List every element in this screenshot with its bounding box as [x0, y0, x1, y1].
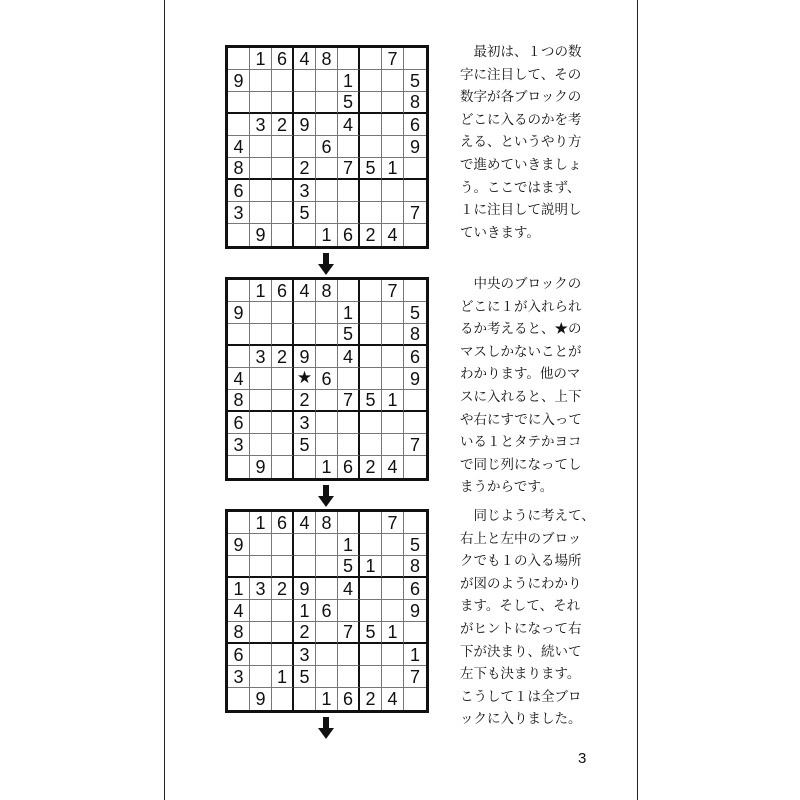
sudoku-given-digit: 8: [404, 92, 426, 114]
sudoku-empty-cell: [382, 302, 404, 324]
sudoku-empty-cell: [316, 666, 338, 688]
sudoku-empty-cell: [272, 434, 294, 456]
sudoku-given-digit: 2: [294, 390, 316, 412]
star-marker-cell: ★: [294, 368, 316, 390]
sudoku-given-digit: 7: [338, 390, 360, 412]
sudoku-given-digit: 8: [404, 556, 426, 578]
sudoku-empty-cell: [250, 644, 272, 666]
sudoku-empty-cell: [272, 324, 294, 346]
sudoku-given-digit: 7: [338, 622, 360, 644]
sudoku-given-digit: 6: [404, 578, 426, 600]
sudoku-given-digit: 6: [228, 412, 250, 434]
sudoku-empty-cell: [250, 666, 272, 688]
sudoku-empty-cell: [360, 644, 382, 666]
explanation-paragraph-3: [460, 505, 610, 731]
sudoku-empty-cell: [272, 456, 294, 478]
sudoku-empty-cell: [360, 302, 382, 324]
sudoku-empty-cell: [338, 600, 360, 622]
sudoku-empty-cell: [360, 368, 382, 390]
paragraph-line: スに入れると、上下: [460, 388, 582, 405]
sudoku-given-digit: 4: [382, 688, 404, 710]
sudoku-given-digit: 1: [250, 280, 272, 302]
paragraph-line: 字に注目して、その: [460, 66, 582, 83]
sudoku-given-digit: 6: [272, 512, 294, 534]
sudoku-empty-cell: [404, 412, 426, 434]
sudoku-given-digit: 3: [294, 412, 316, 434]
sudoku-given-digit: 1: [316, 224, 338, 246]
sudoku-empty-cell: [316, 114, 338, 136]
sudoku-given-digit: 9: [404, 368, 426, 390]
sudoku-given-digit: 5: [338, 324, 360, 346]
sudoku-empty-cell: [272, 390, 294, 412]
sudoku-empty-cell: [338, 644, 360, 666]
sudoku-empty-cell: [382, 666, 404, 688]
sudoku-empty-cell: [316, 346, 338, 368]
sudoku-given-digit: 6: [316, 136, 338, 158]
sudoku-given-digit: 6: [404, 114, 426, 136]
sudoku-given-digit: 6: [272, 280, 294, 302]
paragraph-line: こうして１は全ブロ: [460, 688, 582, 705]
sudoku-empty-cell: [250, 92, 272, 114]
sudoku-empty-cell: [294, 556, 316, 578]
sudoku-given-digit: 1: [338, 302, 360, 324]
sudoku-empty-cell: [228, 48, 250, 70]
sudoku-given-digit: 8: [316, 512, 338, 534]
paragraph-line: が図のようにわかり: [460, 575, 582, 592]
sudoku-given-digit: 2: [360, 224, 382, 246]
sudoku-empty-cell: [272, 534, 294, 556]
sudoku-empty-cell: [294, 456, 316, 478]
paragraph-line: う。ここではまず、: [460, 179, 581, 196]
sudoku-given-digit: 9: [228, 70, 250, 92]
sudoku-given-digit: 9: [404, 136, 426, 158]
paragraph-line: 左下も決まります。: [460, 666, 581, 683]
sudoku-given-digit: 8: [228, 390, 250, 412]
paragraph-line: ックに入りました。: [460, 711, 582, 728]
sudoku-empty-cell: [294, 224, 316, 246]
sudoku-given-digit: 2: [360, 456, 382, 478]
sudoku-empty-cell: [272, 136, 294, 158]
paragraph-line: で同じ列になってし: [460, 456, 582, 473]
sudoku-empty-cell: [360, 70, 382, 92]
paragraph-line: 最初は、１つの数: [460, 44, 582, 60]
sudoku-given-digit: 8: [316, 280, 338, 302]
sudoku-given-digit: 3: [294, 644, 316, 666]
sudoku-given-digit: 4: [228, 368, 250, 390]
sudoku-empty-cell: [228, 512, 250, 534]
sudoku-empty-cell: [360, 280, 382, 302]
sudoku-given-digit: 5: [338, 92, 360, 114]
sudoku-empty-cell: [250, 202, 272, 224]
sudoku-given-digit: 6: [228, 180, 250, 202]
sudoku-empty-cell: [250, 70, 272, 92]
sudoku-given-digit: 5: [294, 202, 316, 224]
sudoku-empty-cell: [228, 556, 250, 578]
paragraph-line: 下が決まり、続いて: [460, 643, 582, 660]
sudoku-grid-step-3: [225, 509, 429, 713]
sudoku-empty-cell: [360, 92, 382, 114]
sudoku-given-digit: 4: [338, 346, 360, 368]
sudoku-empty-cell: [382, 644, 404, 666]
sudoku-empty-cell: [404, 622, 426, 644]
sudoku-given-digit: 4: [338, 114, 360, 136]
sudoku-given-digit: 5: [404, 302, 426, 324]
down-arrow-icon: [318, 717, 334, 739]
sudoku-empty-cell: [360, 534, 382, 556]
sudoku-given-digit: 4: [294, 48, 316, 70]
sudoku-given-digit: 2: [272, 578, 294, 600]
sudoku-empty-cell: [382, 534, 404, 556]
sudoku-empty-cell: [316, 324, 338, 346]
sudoku-given-digit: 1: [228, 578, 250, 600]
paragraph-line: どこに入るのかを考: [460, 111, 582, 128]
sudoku-empty-cell: [360, 136, 382, 158]
sudoku-empty-cell: [360, 434, 382, 456]
paragraph-line: クでも１の入る場所: [460, 553, 582, 570]
sudoku-empty-cell: [360, 48, 382, 70]
sudoku-empty-cell: [272, 180, 294, 202]
paragraph-line: 同じように考えて、: [460, 508, 595, 524]
paragraph-line: わかります。他のマ: [460, 366, 581, 383]
page-number: 3: [578, 750, 587, 767]
sudoku-empty-cell: [294, 136, 316, 158]
sudoku-empty-cell: [294, 688, 316, 710]
sudoku-empty-cell: [272, 202, 294, 224]
sudoku-given-digit: 5: [360, 158, 382, 180]
sudoku-empty-cell: [272, 368, 294, 390]
sudoku-empty-cell: [360, 666, 382, 688]
sudoku-empty-cell: [404, 48, 426, 70]
sudoku-given-digit: 1: [382, 622, 404, 644]
sudoku-empty-cell: [250, 434, 272, 456]
sudoku-empty-cell: [404, 688, 426, 710]
sudoku-empty-cell: [316, 302, 338, 324]
sudoku-empty-cell: [294, 92, 316, 114]
sudoku-given-digit: 9: [294, 114, 316, 136]
sudoku-empty-cell: [338, 136, 360, 158]
sudoku-empty-cell: [316, 180, 338, 202]
sudoku-given-digit: 6: [338, 224, 360, 246]
sudoku-given-digit: 5: [360, 390, 382, 412]
sudoku-given-digit: 9: [404, 600, 426, 622]
sudoku-given-digit: 5: [360, 622, 382, 644]
sudoku-given-digit: 4: [228, 600, 250, 622]
sudoku-given-digit: 7: [404, 202, 426, 224]
sudoku-empty-cell: [360, 202, 382, 224]
down-arrow-icon: [318, 253, 334, 275]
sudoku-given-digit: 9: [294, 346, 316, 368]
sudoku-empty-cell: [316, 578, 338, 600]
sudoku-given-digit: 1: [338, 534, 360, 556]
sudoku-empty-cell: [338, 368, 360, 390]
sudoku-empty-cell: [382, 70, 404, 92]
sudoku-empty-cell: [316, 556, 338, 578]
sudoku-given-digit: 1: [272, 666, 294, 688]
paragraph-line: 右上と左中のブロッ: [460, 530, 582, 547]
sudoku-empty-cell: [294, 534, 316, 556]
down-arrow-icon: [318, 485, 334, 507]
sudoku-empty-cell: [360, 512, 382, 534]
sudoku-empty-cell: [272, 224, 294, 246]
sudoku-given-digit: 4: [338, 578, 360, 600]
sudoku-empty-cell: [272, 556, 294, 578]
sudoku-empty-cell: [316, 644, 338, 666]
sudoku-given-digit: 5: [404, 70, 426, 92]
sudoku-empty-cell: [404, 280, 426, 302]
sudoku-empty-cell: [228, 688, 250, 710]
sudoku-given-digit: 1: [360, 556, 382, 578]
sudoku-given-digit: 7: [338, 158, 360, 180]
sudoku-empty-cell: [404, 158, 426, 180]
sudoku-given-digit: 6: [404, 346, 426, 368]
sudoku-empty-cell: [404, 390, 426, 412]
paragraph-line: ます。そして、それ: [460, 598, 581, 615]
sudoku-given-digit: 6: [316, 368, 338, 390]
sudoku-given-digit: 1: [294, 600, 316, 622]
sudoku-empty-cell: [228, 280, 250, 302]
sudoku-empty-cell: [272, 158, 294, 180]
sudoku-given-digit: 1: [404, 644, 426, 666]
sudoku-empty-cell: [250, 302, 272, 324]
sudoku-empty-cell: [316, 202, 338, 224]
sudoku-empty-cell: [228, 224, 250, 246]
sudoku-given-digit: 4: [294, 512, 316, 534]
sudoku-given-digit: 3: [228, 434, 250, 456]
paragraph-line: や右にすでに入って: [460, 411, 582, 428]
sudoku-empty-cell: [360, 346, 382, 368]
sudoku-empty-cell: [404, 180, 426, 202]
sudoku-given-digit: 2: [360, 688, 382, 710]
sudoku-empty-cell: [382, 202, 404, 224]
sudoku-empty-cell: [382, 180, 404, 202]
sudoku-empty-cell: [382, 368, 404, 390]
sudoku-given-digit: 4: [228, 136, 250, 158]
sudoku-empty-cell: [316, 70, 338, 92]
sudoku-empty-cell: [360, 600, 382, 622]
paragraph-line: がヒントになって右: [460, 620, 582, 637]
sudoku-given-digit: 3: [250, 578, 272, 600]
sudoku-empty-cell: [250, 158, 272, 180]
sudoku-empty-cell: [338, 434, 360, 456]
sudoku-empty-cell: [250, 534, 272, 556]
paragraph-line: 中央のブロックの: [460, 276, 582, 292]
sudoku-empty-cell: [316, 158, 338, 180]
sudoku-grid-step-1: [225, 45, 429, 249]
sudoku-given-digit: 6: [228, 644, 250, 666]
sudoku-given-digit: 6: [338, 456, 360, 478]
sudoku-given-digit: 3: [294, 180, 316, 202]
sudoku-empty-cell: [272, 302, 294, 324]
paragraph-line: ていきます。: [460, 224, 540, 241]
sudoku-given-digit: 5: [294, 666, 316, 688]
sudoku-empty-cell: [272, 70, 294, 92]
sudoku-empty-cell: [382, 136, 404, 158]
sudoku-empty-cell: [228, 324, 250, 346]
sudoku-empty-cell: [404, 224, 426, 246]
sudoku-given-digit: 2: [294, 158, 316, 180]
sudoku-given-digit: 3: [250, 346, 272, 368]
sudoku-empty-cell: [294, 324, 316, 346]
sudoku-empty-cell: [250, 136, 272, 158]
sudoku-given-digit: 9: [228, 302, 250, 324]
sudoku-given-digit: 9: [250, 224, 272, 246]
sudoku-empty-cell: [382, 434, 404, 456]
sudoku-empty-cell: [316, 412, 338, 434]
sudoku-given-digit: 5: [338, 556, 360, 578]
sudoku-empty-cell: [228, 92, 250, 114]
sudoku-empty-cell: [382, 412, 404, 434]
sudoku-empty-cell: [250, 180, 272, 202]
explanation-paragraph-1: [460, 41, 610, 244]
sudoku-empty-cell: [294, 70, 316, 92]
explanation-paragraph-2: [460, 273, 610, 499]
sudoku-given-digit: 8: [228, 622, 250, 644]
sudoku-given-digit: 7: [382, 280, 404, 302]
sudoku-empty-cell: [272, 688, 294, 710]
sudoku-empty-cell: [382, 600, 404, 622]
sudoku-empty-cell: [316, 434, 338, 456]
sudoku-given-digit: 1: [250, 512, 272, 534]
sudoku-given-digit: 4: [382, 224, 404, 246]
paragraph-line: １に注目して説明し: [460, 202, 582, 219]
sudoku-grid-step-2: [225, 277, 429, 481]
sudoku-given-digit: 4: [382, 456, 404, 478]
sudoku-given-digit: 8: [404, 324, 426, 346]
sudoku-empty-cell: [382, 92, 404, 114]
sudoku-empty-cell: [382, 556, 404, 578]
sudoku-empty-cell: [338, 412, 360, 434]
sudoku-empty-cell: [338, 202, 360, 224]
sudoku-empty-cell: [382, 324, 404, 346]
sudoku-empty-cell: [250, 412, 272, 434]
sudoku-empty-cell: [250, 368, 272, 390]
sudoku-empty-cell: [272, 644, 294, 666]
sudoku-empty-cell: [228, 114, 250, 136]
sudoku-empty-cell: [272, 622, 294, 644]
sudoku-given-digit: 2: [294, 622, 316, 644]
sudoku-given-digit: 3: [250, 114, 272, 136]
paragraph-line: どこに１が入れられ: [460, 298, 582, 315]
sudoku-empty-cell: [294, 302, 316, 324]
sudoku-given-digit: 8: [316, 48, 338, 70]
sudoku-empty-cell: [382, 114, 404, 136]
sudoku-given-digit: 5: [404, 534, 426, 556]
sudoku-empty-cell: [250, 324, 272, 346]
sudoku-empty-cell: [250, 600, 272, 622]
sudoku-given-digit: 5: [294, 434, 316, 456]
sudoku-empty-cell: [360, 114, 382, 136]
sudoku-given-digit: 9: [250, 456, 272, 478]
sudoku-given-digit: 1: [382, 158, 404, 180]
paragraph-line: るか考えると、★の: [460, 321, 582, 338]
sudoku-empty-cell: [316, 92, 338, 114]
sudoku-empty-cell: [250, 556, 272, 578]
sudoku-empty-cell: [272, 600, 294, 622]
sudoku-empty-cell: [360, 180, 382, 202]
paragraph-line: で進めていきましょ: [460, 156, 582, 173]
sudoku-given-digit: 1: [338, 70, 360, 92]
sudoku-given-digit: 1: [382, 390, 404, 412]
sudoku-empty-cell: [404, 512, 426, 534]
sudoku-empty-cell: [338, 280, 360, 302]
sudoku-empty-cell: [382, 346, 404, 368]
paragraph-line: 数字が各ブロックの: [460, 89, 582, 106]
sudoku-empty-cell: [338, 512, 360, 534]
paragraph-line: まうからです。: [460, 479, 554, 496]
sudoku-empty-cell: [404, 456, 426, 478]
sudoku-empty-cell: [228, 346, 250, 368]
sudoku-given-digit: 7: [404, 666, 426, 688]
sudoku-given-digit: 1: [316, 688, 338, 710]
paragraph-line: いる１とタテかヨコ: [460, 434, 582, 451]
sudoku-given-digit: 2: [272, 346, 294, 368]
sudoku-given-digit: 7: [382, 512, 404, 534]
sudoku-empty-cell: [338, 48, 360, 70]
sudoku-given-digit: 3: [228, 666, 250, 688]
sudoku-given-digit: 3: [228, 202, 250, 224]
sudoku-empty-cell: [272, 412, 294, 434]
sudoku-empty-cell: [228, 456, 250, 478]
sudoku-given-digit: 6: [272, 48, 294, 70]
sudoku-empty-cell: [360, 412, 382, 434]
sudoku-empty-cell: [382, 578, 404, 600]
sudoku-empty-cell: [360, 324, 382, 346]
sudoku-given-digit: 9: [250, 688, 272, 710]
sudoku-empty-cell: [316, 622, 338, 644]
sudoku-empty-cell: [360, 578, 382, 600]
paragraph-line: マスしかないことが: [460, 343, 582, 360]
sudoku-given-digit: 6: [316, 600, 338, 622]
sudoku-empty-cell: [316, 534, 338, 556]
sudoku-given-digit: 7: [382, 48, 404, 70]
sudoku-given-digit: 1: [250, 48, 272, 70]
sudoku-given-digit: 1: [316, 456, 338, 478]
sudoku-empty-cell: [250, 622, 272, 644]
paragraph-line: える、というやり方: [460, 134, 582, 151]
sudoku-given-digit: 2: [272, 114, 294, 136]
sudoku-empty-cell: [316, 390, 338, 412]
sudoku-given-digit: 4: [294, 280, 316, 302]
sudoku-empty-cell: [338, 666, 360, 688]
sudoku-empty-cell: [338, 180, 360, 202]
sudoku-given-digit: 9: [228, 534, 250, 556]
sudoku-empty-cell: [272, 92, 294, 114]
sudoku-empty-cell: [250, 390, 272, 412]
sudoku-given-digit: 7: [404, 434, 426, 456]
sudoku-given-digit: 6: [338, 688, 360, 710]
sudoku-given-digit: 9: [294, 578, 316, 600]
sudoku-given-digit: 8: [228, 158, 250, 180]
